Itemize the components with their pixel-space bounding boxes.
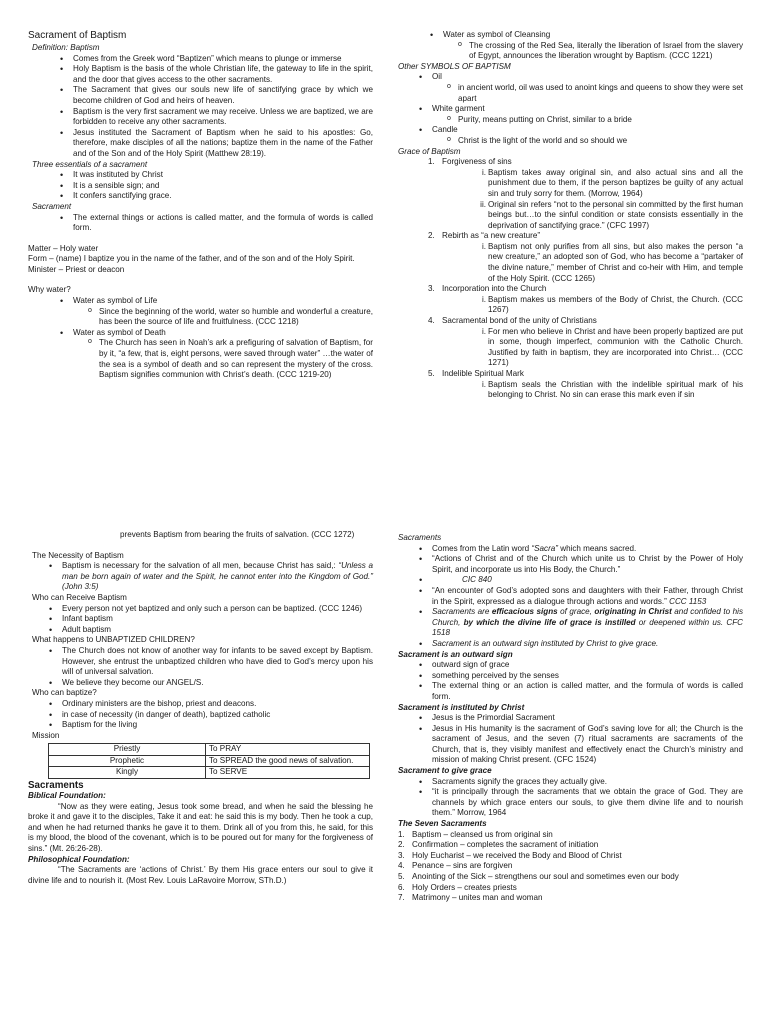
item-text: Penance – sins are forgiven	[412, 861, 513, 871]
top-right-column	[398, 30, 743, 401]
list-item	[432, 586, 743, 607]
list-item: • Jesus is the Primordial Sacrament	[432, 713, 743, 724]
sub-text: Baptism not only purifies from all sins, but also makes the person “a new creature,” an adopted son of God, who has become a “partaker of the divine nature,” member of Christ and co-heir with Him, and temple of the Holy Spirit. (CCC 1265)	[488, 241, 743, 283]
list-item: • Jesus in His humanity is the sacrament of God’s saving love for all; the Church is the sacrament of Jesus, and the seven (7) ritual sacraments are sacraments of the Church, that is, they visibly manifest and effectively enact the Church’s ministry and mission of making Christ present. (CFC 1524)	[432, 724, 743, 766]
text-part: CCC 1153	[669, 596, 707, 606]
continuation-text: prevents Baptism from bearing the fruits of salvation. (CCC 1272)	[120, 530, 355, 539]
essentials-list	[28, 170, 373, 202]
sub-text: Baptism makes us members of the Body of Christ, the Church. (CCC 1267)	[488, 294, 743, 315]
necessity-quote: “Unless a man be born again of water and the Spirit, he cannot enter into the Kingdom of God.” (John 3:5)	[62, 561, 374, 592]
list-item	[398, 893, 743, 904]
philosophical-text: “The Sacraments are ‘actions of Christ.’ By them His grace enters our soul to give it divine life and to nourish it. (Most Rev. Louis LaRavoire Morrow, STh.D.)	[28, 865, 373, 885]
item-number: 6.	[398, 882, 405, 892]
sacrament-list	[28, 213, 373, 234]
list-item	[398, 861, 743, 872]
unbaptized-list	[28, 646, 373, 688]
list-item: • We believe they become our ANGEL/S.	[62, 678, 373, 689]
bottom-left-column	[28, 530, 373, 886]
water-death-label: Water as symbol of Death	[73, 327, 166, 337]
item-number: 4.	[428, 316, 435, 326]
item-number: 1.	[398, 829, 405, 839]
list-item	[432, 125, 743, 146]
list-item	[428, 231, 743, 284]
item-number: 2.	[428, 231, 435, 241]
list-item: • The Church does not know of another way for infants to be saved except by Baptism. However, she entrust the unbaptized children who have died to God’s mercy upon his will of universal salvation.	[62, 646, 373, 678]
sub-list-item: o Christ is the light of the world and so should we	[458, 136, 743, 147]
list-item: • Jesus instituted the Sacrament of Baptism when he said to his apostles: Go, therefore, make disciples of all the nations; baptize them in the name of the Father and of the Son and of the Holy Spirit (Matthew 28:19).	[73, 128, 373, 160]
list-item	[443, 30, 743, 62]
item-number: 3.	[428, 284, 435, 294]
sub-list-item: o Since the beginning of the world, water so humble and wonderful a creature, has been the source of life and fruitfulness. (CCC 1218)	[99, 307, 373, 328]
sub-list-item	[481, 167, 743, 200]
list-item	[62, 561, 373, 593]
text-part: and confided to his Church,	[432, 607, 744, 627]
item-text: Holy Orders – creates priests	[412, 882, 517, 892]
give-grace-heading: Sacrament to give grace	[398, 766, 492, 776]
list-item	[398, 829, 743, 841]
grace-heading: Grace of Baptism	[398, 146, 461, 156]
list-item: • in case of necessity (in danger of death), baptized catholic	[62, 710, 373, 721]
list-item	[428, 157, 743, 231]
role-cell: Priestly	[49, 744, 206, 755]
item-text: Matrimony – unites man and woman	[412, 893, 543, 903]
sub-list-item: o Purity, means putting on Christ, similar to a bride	[458, 115, 743, 126]
item-text: Holy Eucharist – we received the Body and Blood of Christ	[412, 850, 622, 860]
why-water-heading: Why water?	[28, 285, 71, 295]
grace-label: Sacramental bond of the unity of Christians	[442, 316, 597, 326]
item-number: 7.	[398, 893, 405, 903]
instituted-heading: Sacrament is instituted by Christ	[398, 702, 525, 712]
table-row	[49, 755, 370, 766]
text-part: which means sacred.	[557, 543, 637, 553]
list-item: • outward sign of grace	[432, 660, 743, 671]
list-item	[398, 872, 743, 883]
item-text: Confirmation – completes the sacrament of initiation	[412, 840, 599, 850]
text-part: “An encounter of God’s adopted sons and daughters with their Father, through Christ in the Spirit, expressed as a dialogue through actions and words.”	[432, 585, 743, 606]
list-item: • Comes from the Greek word “Baptizen” which means to plunge or immerse	[73, 54, 373, 65]
seven-heading: The Seven Sacraments	[398, 819, 487, 829]
list-item	[432, 72, 743, 104]
task-cell: To SERVE	[206, 767, 370, 778]
task-cell: To PRAY	[206, 744, 370, 755]
outward-heading: Sacrament is an outward sign	[398, 649, 513, 659]
text-part: by which the divine life of grace is instilled	[463, 617, 636, 627]
instituted-list	[398, 713, 743, 766]
sub-list-item: o The Church has seen in Noah’s ark a prefiguring of salvation of Baptism, for by it, “a few, that is, eight persons, were saved through water” …the water of the sea is a symbol of death and so can represent the mystery of the cross. Baptism signifies communion with Christ’s death. (CCC 1219-20)	[99, 338, 373, 380]
unbaptized-heading: What happens to UNBAPTIZED CHILDREN?	[32, 635, 195, 645]
item-number: 5.	[428, 369, 435, 378]
list-item: • Holy Baptism is the basis of the whole Christian life, the gateway to life in the spirit, and the door that gives access to the other sacraments.	[73, 64, 373, 85]
sub-list-item	[481, 379, 743, 401]
grace-label: Rebirth as “a new creature”	[442, 231, 541, 241]
list-item	[428, 316, 743, 369]
sub-list-item	[481, 241, 743, 284]
necessity-list	[28, 561, 373, 593]
symbols-list	[398, 72, 743, 146]
mission-table	[48, 743, 370, 778]
list-item	[428, 369, 743, 401]
grace-list	[398, 157, 743, 401]
mission-heading: Mission	[32, 730, 60, 740]
who-baptize-heading: Who can baptize?	[32, 688, 97, 698]
definition-list	[28, 54, 373, 160]
sub-list-item: o The crossing of the Red Sea, literally the liberation of Israel from the slavery of Egypt, announces the liberation wrought by Baptism. (CCC 1221)	[469, 41, 743, 62]
sub-text: For men who believe in Christ and have been properly baptized are put in some, though imperfect, communion with the Catholic Church. Justified by faith in baptism, they are incorporated into Christ… (CCC 1271)	[488, 326, 743, 368]
necessity-text: Baptism is necessary for the salvation of all men, because Christ has said,:	[62, 561, 336, 571]
list-item: • It confers sanctifying grace.	[73, 191, 373, 202]
sub-list-item	[481, 326, 743, 369]
list-item: • The external things or actions is called matter, and the formula of words is called form.	[73, 213, 373, 234]
list-item: • Every person not yet baptized and only such a person can be baptized. (CCC 1246)	[62, 604, 373, 615]
item-text: Anointing of the Sick – strengthens our soul and sometimes even our body	[412, 872, 679, 881]
water-list	[28, 296, 373, 381]
water-life-label: Water as symbol of Life	[73, 296, 158, 306]
list-item	[398, 882, 743, 894]
candle-label: Candle	[432, 125, 458, 135]
list-item	[432, 104, 743, 125]
item-text: Baptism – cleansed us from original sin	[412, 829, 553, 839]
role-cell: Prophetic	[49, 755, 206, 766]
grace-label: Indelible Spiritual Mark	[442, 369, 524, 378]
sub-text: Baptism takes away original sin, and also actual sins and all the punishment due to them, if the person baptizes be guilty of any actual sin and truly sorry for them. (Morrow, 1964)	[488, 167, 743, 198]
sacraments-heading-italic: Sacraments	[398, 533, 442, 542]
task-cell: To SPREAD the good news of salvation.	[206, 755, 370, 766]
who-receive-list	[28, 604, 373, 636]
list-item	[398, 850, 743, 862]
role-cell: Kingly	[49, 767, 206, 778]
list-item: • CIC 840	[432, 575, 743, 586]
text-part: “Sacra”	[531, 543, 558, 553]
list-item: • Infant baptism	[62, 614, 373, 625]
sacraments-list	[398, 544, 743, 650]
item-number: i.	[481, 241, 486, 251]
list-item: • The Sacrament that gives our souls new life of sanctifying grace by which we become children of God and heirs of heaven.	[73, 85, 373, 106]
seven-sacraments-list	[398, 830, 743, 904]
biblical-heading: Biblical Foundation:	[28, 791, 106, 801]
other-symbols-heading: Other SYMBOLS OF BAPTISM	[398, 61, 511, 71]
text-part: Comes from the Latin word	[432, 543, 532, 553]
item-number: 1.	[428, 157, 435, 167]
table-row	[49, 767, 370, 778]
item-number: i.	[481, 294, 486, 304]
minister-line: Minister – Priest or deacon	[28, 264, 125, 274]
list-item: • Sacraments signify the graces they actually give.	[432, 777, 743, 788]
matter-line: Matter – Holy water	[28, 243, 99, 253]
sub-list-item: o in ancient world, oil was used to anoint kings and queens to show they were set apart	[458, 83, 743, 104]
list-item	[428, 284, 743, 316]
biblical-text: “Now as they were eating, Jesus took some bread, and when he said the blessing he broke it and gave it to the disciples, Take it and eat: he said this is my body. Then he took a cup, and when he had returned thanks he gave it to them. Drink all of you from this, he said, for this is my blood, the blood of the covenant, which is to be poured out for many for the forgiveness of sins.” (Mt. 26:26-28).	[28, 801, 373, 854]
top-left-column	[28, 30, 373, 381]
outward-list	[398, 660, 743, 702]
sacrament-heading: Sacrament	[32, 201, 72, 211]
item-number: 5.	[398, 872, 405, 881]
list-item: • Adult baptism	[62, 625, 373, 636]
list-item	[73, 328, 373, 381]
item-number: i.	[481, 379, 486, 389]
list-item: • It is a sensible sign; and	[73, 181, 373, 192]
cleansing-label: Water as symbol of Cleansing	[443, 30, 551, 39]
list-item	[432, 607, 743, 639]
list-item: • Baptism is the very first sacrament we may receive. Unless we are baptized, we are forbidden to receive any other sacraments.	[73, 107, 373, 128]
item-number: i.	[481, 167, 486, 177]
item-number: 4.	[398, 861, 405, 871]
list-item: • The external thing or an action is called matter, and the formula of words is called form.	[432, 681, 743, 702]
white-garment-label: White garment	[432, 104, 485, 114]
grace-label: Incorporation into the Church	[442, 284, 547, 294]
text-part: of grace,	[557, 607, 595, 617]
list-item: • Ordinary ministers are the bishop, priest and deacons.	[62, 699, 373, 710]
item-number: ii.	[480, 199, 486, 209]
table-row	[49, 744, 370, 755]
give-grace-list	[398, 777, 743, 819]
list-item: • It was instituted by Christ	[73, 170, 373, 181]
sub-list-item	[481, 294, 743, 316]
grace-label: Forgiveness of sins	[442, 157, 512, 167]
sub-text: Original sin refers “not to the personal sin committed by the first human beings but…to the sinful condition or state consists essentially in the deprivation of sanctifying grace.” (CFC 1997)	[488, 199, 743, 230]
list-item: • something perceived by the senses	[432, 671, 743, 682]
who-receive-heading: Who can Receive Baptism	[32, 592, 127, 602]
list-item: • Sacrament is an outward sign instituted by Christ to give grace.	[432, 639, 743, 650]
item-number: i.	[481, 326, 486, 336]
list-item	[73, 296, 373, 328]
oil-label: Oil	[432, 72, 442, 82]
list-item: • “it is principally through the sacraments that we obtain the grace of God. They are channels by which grace enters our souls, to give them divine life and to nourish them.” Morrow, 1964	[432, 787, 743, 819]
text-part: efficacious signs	[491, 607, 558, 617]
sub-text: Baptism seals the Christian with the indelible spiritual mark of his belonging to Christ. No sin can erase this mark even if sin	[488, 379, 743, 400]
necessity-heading: The Necessity of Baptism	[32, 550, 124, 560]
item-number: 2.	[398, 840, 405, 850]
page-title: Sacrament of Baptism	[28, 30, 127, 41]
list-item: • “Actions of Christ and of the Church which unite us to Christ by the Power of Holy Spirit, and incorporate us into His Body, the Church.”	[432, 554, 743, 575]
text-part: or deepened within us. CFC 1518	[432, 617, 743, 638]
bottom-right-column	[398, 533, 743, 904]
text-part: Sacraments are	[432, 607, 492, 617]
list-item	[398, 840, 743, 851]
sub-list-item	[480, 199, 743, 232]
text-part: originating in Christ	[594, 607, 672, 617]
sacraments-heading: Sacraments	[28, 779, 84, 791]
list-item: • Baptism for the living	[62, 720, 373, 731]
form-line: Form – (name) I baptize you in the name of the father, and of the son and of the Holy Spirit.	[28, 254, 355, 264]
definition-heading: Definition: Baptism	[32, 43, 100, 52]
philosophical-heading: Philosophical Foundation:	[28, 854, 130, 864]
who-baptize-list	[28, 699, 373, 731]
list-item	[432, 544, 743, 555]
cleansing-list	[398, 30, 743, 62]
essentials-heading: Three essentials of a sacrament	[32, 159, 148, 169]
item-number: 3.	[398, 850, 405, 860]
